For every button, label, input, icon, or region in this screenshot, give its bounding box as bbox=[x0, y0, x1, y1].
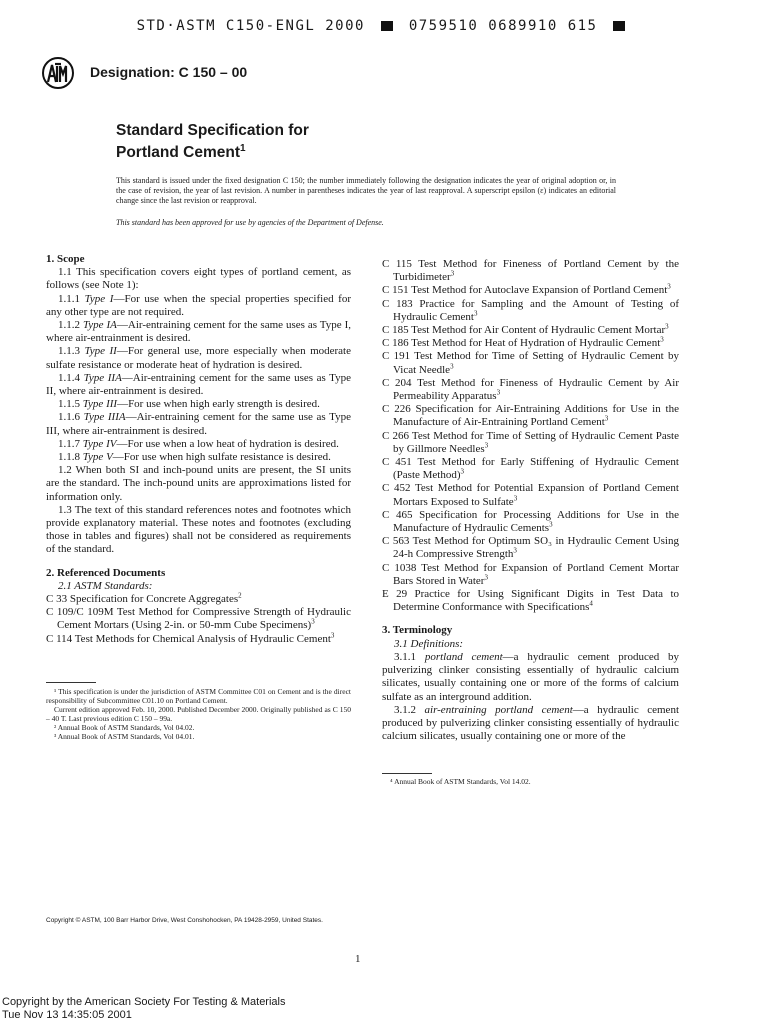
footnote-item: ² Annual Book of ASTM Standards, Vol 04.02. bbox=[54, 722, 195, 732]
cement-type-item: 1.1.8 Type V—For use when high sulfate resistance is desired. bbox=[58, 451, 331, 464]
cement-type-item: 1.1.7 Type IV—For use when a low heat of hydration is desired. bbox=[58, 437, 339, 450]
para-1-3: 1.3 The text of this standard references notes and footnotes which provide explanatory material. These notes and footnotes (excluding those in tables and figures) shall not be considered as requirements of the standard. bbox=[46, 503, 351, 556]
reference-item: C 465 Specification for Processing Additions for Use in the Manufacture of Hydraulic Cements$^3$ bbox=[382, 508, 679, 535]
reference-item: C 191 Test Method for Time of Setting of Hydraulic Cement by Vicat Needle$^3$ bbox=[382, 350, 679, 376]
section-heading-terminology: 3. Terminology bbox=[382, 624, 453, 637]
reference-item: C 33 Specification for Concrete Aggregates$^2$ bbox=[46, 591, 242, 606]
cement-type-item: 1.1.3 Type II—For general use, more especially when moderate sulfate resistance or moderate heat of hydration is desired. bbox=[46, 345, 351, 371]
section-heading-scope: 1. Scope bbox=[46, 253, 85, 265]
cement-type-item: 1.1.5 Type III—For use when high early strength is desired. bbox=[58, 398, 320, 411]
download-stamp bbox=[2, 996, 285, 1022]
para-3-1: 3.1 Definitions: bbox=[394, 637, 464, 650]
para-2-1: 2.1 ASTM Standards: bbox=[58, 579, 153, 592]
title-line-2: Portland Cement$^1$ bbox=[116, 143, 246, 162]
reference-item: C 115 Test Method for Fineness of Portland Cement by the Turbidimeter$^3$ bbox=[382, 258, 679, 284]
reference-item: C 186 Test Method for Heat of Hydration of Hydraulic Cement$^3$ bbox=[382, 335, 664, 350]
left-references-list bbox=[46, 593, 351, 646]
reference-item: C 563 Test Method for Optimum SO₃ in Hydraulic Cement Using 24-h Compressive Strength$^3$ bbox=[382, 535, 679, 561]
reference-item: C 185 Test Method for Air Content of Hydraulic Cement Mortar$^3$ bbox=[382, 322, 669, 337]
para-1-2: 1.2 When both SI and inch-pound units are present, the SI units are the standard. The inch-pound units are approximations listed for information only. bbox=[46, 464, 351, 503]
document-header-code bbox=[0, 18, 768, 34]
reference-item: C 266 Test Method for Time of Setting of Hydraulic Cement Paste by Gillmore Needles$^3$ bbox=[382, 429, 679, 455]
page-number: 1 bbox=[355, 953, 361, 965]
reference-item: C 226 Specification for Air-Entraining Additions for Use in the Manufacture of Air-Entraining Portland Cement$^3$ bbox=[382, 403, 679, 429]
reference-item: C 151 Test Method for Autoclave Expansion of Portland Cement$^3$ bbox=[382, 282, 671, 297]
intro-approved-note: This standard has been approved for use by agencies of the Department of Defense. bbox=[116, 218, 384, 227]
cement-type-item: 1.1.1 Type I—For use when the special properties specified for any other type are not required. bbox=[46, 292, 352, 318]
left-column bbox=[46, 253, 351, 741]
reference-item: C 1038 Test Method for Expansion of Portland Cement Mortar Bars Stored in Water$^3$ bbox=[382, 561, 679, 587]
copyright-inline: Copyright © ASTM, 100 Barr Harbor Drive, West Conshohocken, PA 19428-2959, United States. bbox=[46, 917, 323, 924]
header-code-right: 0759510 0689910 615 bbox=[408, 18, 598, 34]
title-line-1: Standard Specification for bbox=[116, 122, 309, 139]
intro-note: This standard is issued under the fixed designation C 150; the number immediately following the designation indicates the year of original adoption or, in the case of revision, the year of last revision. A number in parentheses indicates the year of last reapproval. A superscript epsilon (ε) indicates an editorial change since the last revision or reapproval. bbox=[116, 176, 616, 205]
footnote-divider-right bbox=[382, 773, 432, 774]
footnote-divider bbox=[46, 682, 96, 683]
reference-item: C 183 Practice for Sampling and the Amount of Testing of Hydraulic Cement$^3$ bbox=[382, 297, 679, 323]
header-code-left: STD·ASTM C150-ENGL 2000 bbox=[136, 18, 365, 34]
right-column bbox=[382, 258, 679, 786]
reference-item: C 109/C 109M Test Method for Compressive Strength of Hydraulic Cement Mortars (Using 2-in. or 50-mm Cube Specimens)$^3$ bbox=[46, 606, 351, 632]
reference-item: C 451 Test Method for Early Stiffening of Hydraulic Cement (Paste Method)$^3$ bbox=[382, 456, 679, 482]
designation: Designation: C 150 – 00 bbox=[90, 64, 248, 80]
footnote-4: ⁴ Annual Book of ASTM Standards, Vol 14.02. bbox=[390, 777, 531, 787]
para-1-1: 1.1 This specification covers eight types of portland cement, as follows (see Note 1): bbox=[46, 266, 351, 292]
header-block-mark-end bbox=[613, 21, 625, 31]
right-references-list bbox=[382, 258, 679, 614]
document-title bbox=[116, 122, 309, 162]
footnote-item: ¹ This specification is under the jurisdiction of ASTM Committee C01 on Cement and is the direct responsibility of Subcommittee C01.10 on Portland Cement. bbox=[46, 686, 351, 705]
footnote-item: Current edition approved Feb. 10, 2000. Published December 2000. Originally published as C 150 – 40 T. Last previous edition C 150 – 99a. bbox=[46, 704, 351, 723]
reference-item: E 29 Practice for Using Significant Digits in Test Data to Determine Conformance with Specifications$^4$ bbox=[382, 588, 679, 614]
cement-type-item: 1.1.4 Type IIA—Air-entraining cement for the same uses as Type II, where air-entrainment is desired. bbox=[46, 371, 351, 398]
cement-type-item: 1.1.6 Type IIIA—Air-entraining cement for the same use as Type III, where air-entrainment is desired. bbox=[46, 411, 352, 437]
reference-item: C 452 Test Method for Potential Expansion of Portland Cement Mortars Exposed to Sulfate$^3$ bbox=[382, 482, 679, 508]
astm-logo-icon bbox=[42, 56, 74, 90]
para-3-1-2: 3.1.2 air-entraining portland cement—a hydraulic cement produced by pulverizing clinker consisting essentially of hydraulic calcium silicates, usually containing one or more of the bbox=[382, 703, 679, 743]
para-3-1-1: 3.1.1 portland cement—a hydraulic cement produced by pulverizing clinker consisting essentially of hydraulic calcium silicates, usually containing one or more of the forms of calcium sulfate as an interground addition. bbox=[382, 650, 680, 703]
footnote-item: ³ Annual Book of ASTM Standards, Vol 04.01. bbox=[54, 731, 195, 741]
cement-types-list bbox=[46, 293, 351, 465]
header-block-mark bbox=[381, 21, 393, 31]
reference-item: C 114 Test Methods for Chemical Analysis of Hydraulic Cement$^3$ bbox=[46, 631, 335, 645]
stamp-line-2: Tue Nov 13 14:35:05 2001 bbox=[2, 1009, 132, 1021]
left-footnotes bbox=[46, 687, 351, 741]
reference-item: C 204 Test Method for Fineness of Hydraulic Cement by Air Permeability Apparatus$^3$ bbox=[382, 376, 679, 403]
stamp-line-1: Copyright by the American Society For Testing & Materials bbox=[2, 996, 286, 1008]
cement-type-item: 1.1.2 Type IA—Air-entraining cement for the same uses as Type I, where air-entrainment is desired. bbox=[46, 319, 352, 345]
section-heading-referenced-documents: 2. Referenced Documents bbox=[46, 566, 166, 579]
